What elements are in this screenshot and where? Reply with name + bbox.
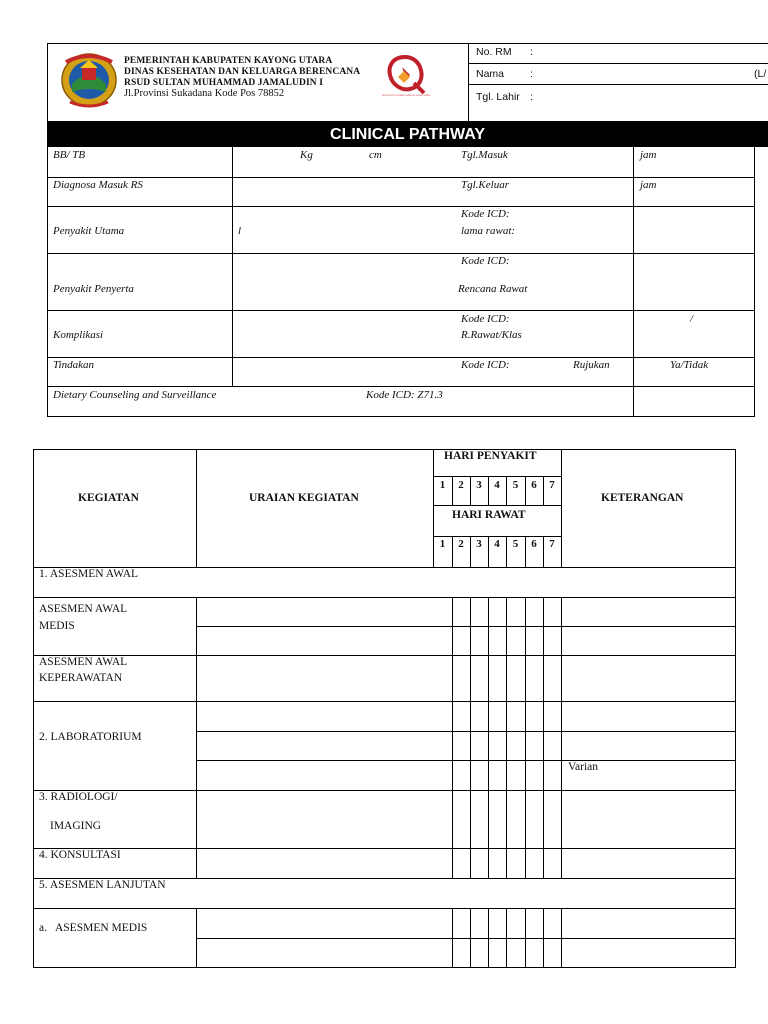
org-line-2: DINAS KESEHATAN DAN KELUARGA BERENCANA bbox=[124, 67, 361, 77]
tgl-lahir-colon: : bbox=[530, 91, 533, 103]
dietary-label: Dietary Counseling and Surveillance bbox=[53, 389, 217, 401]
jam-keluar-label: jam bbox=[640, 179, 657, 191]
no-rm-colon: : bbox=[530, 46, 533, 58]
radiologi-line1: 3. RADIOLOGI/ bbox=[39, 791, 118, 803]
jam-masuk-label: jam bbox=[640, 149, 657, 161]
asesmen-lanjutan-section: 5. ASESMEN LANJUTAN bbox=[39, 879, 166, 891]
rujukan-label: Rujukan bbox=[573, 359, 610, 371]
nama-colon: : bbox=[530, 68, 533, 80]
day-number: 1 bbox=[439, 538, 446, 550]
kode-icd-penyerta-label: Kode ICD: bbox=[461, 255, 510, 267]
page-title: CLINICAL PATHWAY bbox=[47, 122, 768, 147]
grid-line bbox=[543, 597, 544, 878]
day-number: 3 bbox=[476, 479, 482, 491]
hospital-logo bbox=[380, 53, 430, 99]
kode-icd-tindakan-label: Kode ICD: bbox=[461, 359, 510, 371]
kegiatan-header: KEGIATAN bbox=[78, 492, 139, 504]
grid-line bbox=[470, 597, 471, 878]
org-line-3: RSUD SULTAN MUHAMMAD JAMALUDIN I bbox=[124, 78, 324, 88]
varian-label: Varian bbox=[568, 761, 599, 773]
day-number: 4 bbox=[494, 479, 500, 491]
no-rm-label: No. RM bbox=[476, 46, 512, 58]
day-number: 7 bbox=[549, 479, 555, 491]
laboratorium-label: 2. LABORATORIUM bbox=[39, 731, 142, 743]
tgl-lahir-label: Tgl. Lahir bbox=[476, 91, 520, 103]
rencana-rawat-label: Rencana Rawat bbox=[458, 283, 528, 295]
org-line-1: PEMERINTAH KABUPATEN KAYONG UTARA bbox=[124, 56, 333, 66]
kode-icd-z-label: Kode ICD: Z71.3 bbox=[366, 389, 443, 401]
grid-line bbox=[452, 908, 453, 968]
grid-line bbox=[525, 597, 526, 878]
tgl-keluar-label: Tgl.Keluar bbox=[461, 179, 509, 191]
header-divider bbox=[468, 43, 469, 122]
grid-line bbox=[488, 908, 489, 968]
grid-line bbox=[488, 597, 489, 878]
asesmen-awal-medis-line1: ASESMEN AWAL bbox=[39, 603, 128, 615]
day-number: 6 bbox=[531, 538, 537, 550]
nama-label: Nama bbox=[476, 68, 505, 80]
radiologi-line2: IMAGING bbox=[50, 820, 102, 832]
penyakit-utama-value: l bbox=[238, 225, 242, 237]
grid-line bbox=[506, 908, 507, 968]
grid-line bbox=[543, 908, 544, 968]
ya-tidak-label: Ya/Tidak bbox=[670, 359, 709, 371]
kg-unit: Kg bbox=[300, 149, 313, 161]
asesmen-kep-line1: ASESMEN AWAL bbox=[39, 656, 128, 668]
grid-line bbox=[470, 908, 471, 968]
hospital-address: Jl.Provinsi Sukadana Kode Pos 78852 bbox=[124, 88, 285, 99]
cm-unit: cm bbox=[369, 149, 382, 161]
r-rawat-klas-label: R.Rawat/Klas bbox=[461, 329, 522, 341]
day-number: 7 bbox=[549, 538, 555, 550]
tindakan-label: Tindakan bbox=[53, 359, 94, 371]
bb-tb-label: BB/ TB bbox=[53, 149, 86, 161]
grid-line bbox=[506, 597, 507, 878]
penyakit-penyerta-label: Penyakit Penyerta bbox=[53, 283, 134, 295]
day-number: 5 bbox=[512, 538, 519, 550]
hari-penyakit-header: HARI PENYAKIT bbox=[444, 450, 537, 462]
asesmen-medis-a-label: a. ASESMEN MEDIS bbox=[39, 922, 148, 934]
grid-line bbox=[452, 597, 453, 878]
day-number: 3 bbox=[476, 538, 482, 550]
hari-rawat-header: HARI RAWAT bbox=[452, 509, 526, 521]
day-number: 1 bbox=[439, 479, 446, 491]
asesmen-awal-medis-line2: MEDIS bbox=[39, 620, 75, 632]
day-number: 5 bbox=[512, 479, 519, 491]
konsultasi-label: 4. KONSULTASI bbox=[39, 849, 121, 861]
diagnosa-label: Diagnosa Masuk RS bbox=[53, 179, 143, 191]
regency-emblem-logo bbox=[60, 52, 118, 108]
lama-rawat-label: lama rawat: bbox=[461, 225, 516, 237]
komplikasi-label: Komplikasi bbox=[53, 329, 104, 341]
asesmen-kep-line2: KEPERAWATAN bbox=[39, 672, 123, 684]
sex-hint: (L/ bbox=[754, 68, 767, 80]
day-number: 2 bbox=[458, 538, 464, 550]
day-number: 6 bbox=[531, 479, 537, 491]
hospital-logo-caption: RSUD SULTAN MUHAMMAD JAMALUDIN bbox=[381, 94, 431, 97]
tgl-masuk-label: Tgl.Masuk bbox=[461, 149, 508, 161]
klas-slash: / bbox=[690, 313, 694, 325]
keterangan-header: KETERANGAN bbox=[601, 492, 684, 504]
uraian-header: URAIAN KEGIATAN bbox=[249, 492, 359, 504]
day-number: 2 bbox=[458, 479, 464, 491]
penyakit-utama-label: Penyakit Utama bbox=[53, 225, 125, 237]
day-number: 4 bbox=[494, 538, 500, 550]
kode-icd-utama-label: Kode ICD: bbox=[461, 208, 510, 220]
asesmen-awal-section: 1. ASESMEN AWAL bbox=[39, 568, 139, 580]
grid-line bbox=[525, 908, 526, 968]
kode-icd-komplikasi-label: Kode ICD: bbox=[461, 313, 510, 325]
